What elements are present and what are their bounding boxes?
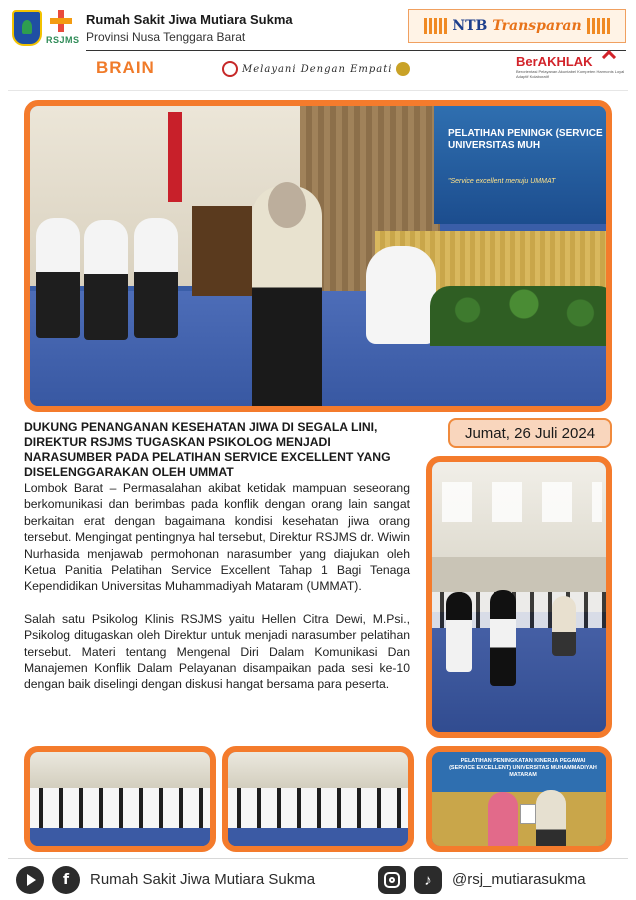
speaker-head [268, 182, 306, 228]
speaker [536, 790, 566, 852]
participant [36, 218, 80, 338]
tagline [222, 56, 448, 82]
side-photo-scene [432, 462, 606, 732]
instagram-icon[interactable] [378, 866, 406, 894]
tagline-text: Melayani Dengan Empati [242, 63, 393, 75]
article-date: Jumat, 26 Juli 2024 [448, 418, 612, 448]
ntb-bars-right [587, 18, 610, 34]
header-divider [86, 50, 626, 51]
thumbnail-photo-1 [24, 746, 216, 852]
berakhlak-subtitle: Berorientasi Pelayanan Akuntabel Kompeten Harmonis Loyal Adaptif Kolaboratif [516, 69, 625, 79]
ntb-province-logo [12, 10, 42, 46]
certificate [520, 804, 536, 824]
thumbnail-photo-2 [222, 746, 414, 852]
rsjms-logo-text: RSJMS [46, 35, 80, 45]
berakhlak-title: BerAKHLAK [516, 54, 593, 69]
thumbnail-photo-3 [426, 746, 612, 852]
flag [168, 112, 182, 202]
footer-hospital-name: Rumah Sakit Jiwa Mutiara Sukma [90, 871, 316, 888]
footer [0, 858, 636, 900]
event-banner-title: PELATIHAN PENINGK (SERVICE UNIVERSITAS MUH [448, 128, 603, 151]
header-separator [8, 90, 628, 91]
berakhlak-logo [516, 54, 632, 79]
ntb-transparan-badge [408, 9, 626, 43]
brain-label: BRAIN [96, 58, 155, 77]
ntb-bars-left [424, 18, 447, 34]
tiktok-icon[interactable]: ♪ [414, 866, 442, 894]
article-headline: DUKUNG PENANGANAN KESEHATAN JIWA DI SEGALA LINI, DIREKTUR RSJMS TUGASKAN PSIKOLOG MENJADI NARASUMBER PADA PELATIHAN SERVICE EXCELLENT YANG DISELENGGARAKAN OLEH UMMAT [24, 420, 391, 479]
facebook-icon[interactable]: f [52, 866, 80, 894]
footer-divider [8, 858, 628, 859]
participant [446, 592, 472, 672]
youtube-icon[interactable] [16, 866, 44, 894]
podium [192, 206, 252, 296]
participant [552, 596, 576, 656]
thumbnail-banner-text: PELATIHAN PENINGKATAN KINERJA PEGAWAI (SERVICE EXCELLENT) UNIVERSITAS MUHAMMADIYAH MATARAM [449, 758, 597, 778]
tagline-logo-icon [222, 61, 238, 77]
province-name: Provinsi Nusa Tenggara Barat [86, 30, 246, 44]
article-paragraph-1: Lombok Barat – Permasalahan akibat ketidak mampuan seseorang berkomunikasi dan berimbas pada konflik dengan orang lain sangat berkaitan erat dengan bagaimana kondisi kesehatan jiwa orang tersebut. Mengingat pentingnya hal tersebut, Direktur RSJMS dr. Wiwin Nurhasida menjawab permohonan narasumber yang diajukan oleh Ketua Panitia Pelatihan Service Excellent Tahap 1 Bagi Tenaga Kependidikan Universitas Muhammadiyah Mataram (UMMAT). [24, 481, 410, 594]
main-photo-scene [30, 106, 606, 406]
ntb-brand-script: Transparan [492, 18, 582, 34]
rsjms-plus-icon [50, 10, 72, 32]
seal-icon [396, 62, 410, 76]
main-event-photo [24, 100, 612, 412]
seated-participants [30, 788, 210, 828]
article-body [24, 480, 410, 693]
header [0, 0, 636, 90]
group-photo-participants [228, 788, 408, 828]
event-banner [434, 106, 612, 224]
social-handle[interactable]: @rsj_mutiarasukma [452, 871, 586, 888]
participant [488, 792, 518, 852]
participant [134, 218, 178, 338]
rsjms-logo [46, 10, 80, 50]
ntb-brand: NTB Transparan [452, 18, 582, 34]
event-banner-subtitle: "Service excellent menuju UMMAT [448, 178, 556, 185]
hospital-name: Rumah Sakit Jiwa Mutiara Sukma [86, 12, 293, 27]
participant [84, 220, 128, 340]
article-paragraph-2: Salah satu Psikolog Klinis RSJMS yaitu Hellen Citra Dewi, M.Psi., Psikolog ditugaskan oleh Direktur untuk menjadi narasumber pelatihan tersebut. Materi tentang Mengenal Diri Dalam Komunikasi Dan Manajemen Konflik Dalam Pelayanan disampaikan pada sesi ke-10 dengan baik diselingi dengan diskusi hangat bersama para peserta. [24, 611, 410, 692]
participant [490, 590, 516, 686]
side-event-photo [426, 456, 612, 738]
